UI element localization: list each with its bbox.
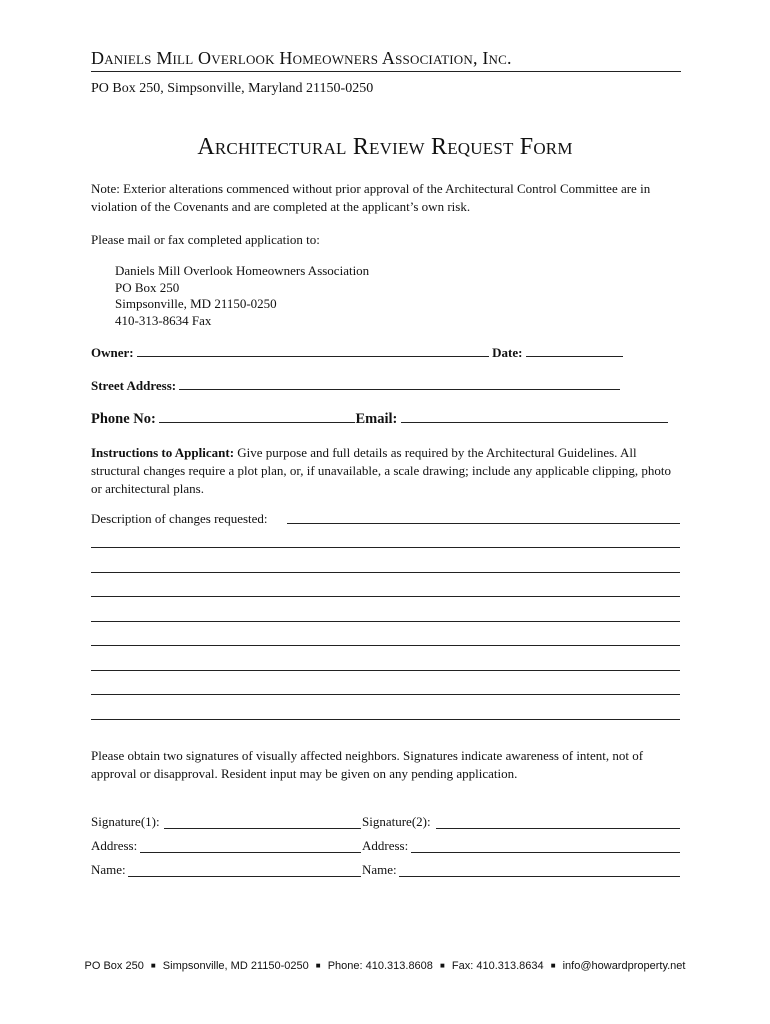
mail-address-line: 410-313-8634 Fax (115, 312, 212, 328)
exterior-alterations-note: Note: Exterior alterations commenced without prior approval of the Architectural Control Committee are in violation of the Covenants and are completed at the applicant’s own risk. (91, 181, 651, 214)
description-line[interactable] (91, 645, 680, 646)
header-rule (91, 71, 681, 72)
footer-city: Simpsonville, MD 21150-0250 (162, 960, 309, 972)
square-bullet-icon: ■ (439, 961, 445, 970)
email-label: Email: (355, 411, 398, 427)
instructions-label: Instructions to Applicant: (91, 445, 235, 460)
signature-1-label: Signature(1): (91, 814, 160, 829)
name-1-line[interactable] (128, 876, 361, 877)
description-line[interactable] (91, 621, 680, 622)
mail-address-line: Simpsonville, MD 21150-0250 (115, 296, 277, 311)
address-1-label: Address: (91, 838, 138, 853)
mail-address-line: PO Box 250 (115, 279, 180, 295)
address-2-label: Address: (362, 838, 409, 853)
footer-po-box: PO Box 250 (84, 960, 144, 972)
phone-field[interactable] (159, 421, 355, 423)
owner-date-row (91, 345, 623, 361)
date-label: Date: (492, 345, 523, 360)
form-title: Architectural Review Request Form (197, 134, 573, 160)
organization-name: Daniels Mill Overlook Homeowners Association, Inc. (91, 48, 512, 68)
description-line[interactable] (91, 596, 680, 597)
street-address-row (91, 378, 620, 394)
instructions-text: Give purpose and full details as required by the Architectural Guidelines. All structural changes require a plot plan, or, if unavailable, a scale drawing; include any applicable clipping, photo or architectural plans. (91, 445, 671, 496)
instructions-to-applicant (91, 444, 683, 498)
date-field[interactable] (526, 355, 623, 357)
phone-email-row (91, 411, 668, 428)
description-line[interactable] (91, 670, 680, 671)
mail-instruction: Please mail or fax completed application to: (91, 232, 320, 247)
footer-fax: Fax: 410.313.8634 (451, 960, 544, 972)
footer-contact (0, 960, 770, 972)
email-field[interactable] (401, 421, 668, 423)
square-bullet-icon: ■ (315, 961, 321, 970)
signature-2-line[interactable] (436, 828, 680, 829)
footer-phone: Phone: 410.313.8608 (327, 960, 433, 972)
name-2-line[interactable] (399, 876, 680, 877)
owner-label: Owner: (91, 345, 134, 360)
signature-1-line[interactable] (164, 828, 361, 829)
name-1-label: Name: (91, 862, 126, 877)
description-line[interactable] (91, 572, 680, 573)
mail-address-line: Daniels Mill Overlook Homeowners Association (115, 263, 370, 278)
description-line[interactable] (91, 694, 680, 695)
description-line[interactable] (287, 523, 680, 524)
square-bullet-icon: ■ (550, 961, 556, 970)
address-2-line[interactable] (411, 852, 680, 853)
square-bullet-icon: ■ (150, 961, 156, 970)
owner-field[interactable] (137, 355, 489, 357)
phone-label: Phone No: (91, 411, 156, 427)
footer-email: info@howardproperty.net (562, 960, 686, 972)
signature-2-label: Signature(2): (362, 814, 431, 829)
neighbors-signature-note: Please obtain two signatures of visually affected neighbors. Signatures indicate awareness of intent, not of approval or disapproval. Resident input may be given on any pending application. (91, 748, 644, 781)
name-2-label: Name: (362, 862, 397, 877)
address-1-line[interactable] (140, 852, 361, 853)
description-line[interactable] (91, 719, 680, 720)
description-line[interactable] (91, 547, 680, 548)
street-address-label: Street Address: (91, 378, 177, 393)
description-label: Description of changes requested: (91, 511, 268, 526)
street-address-field[interactable] (179, 388, 620, 390)
organization-address: PO Box 250, Simpsonville, Maryland 21150-0250 (91, 81, 374, 96)
